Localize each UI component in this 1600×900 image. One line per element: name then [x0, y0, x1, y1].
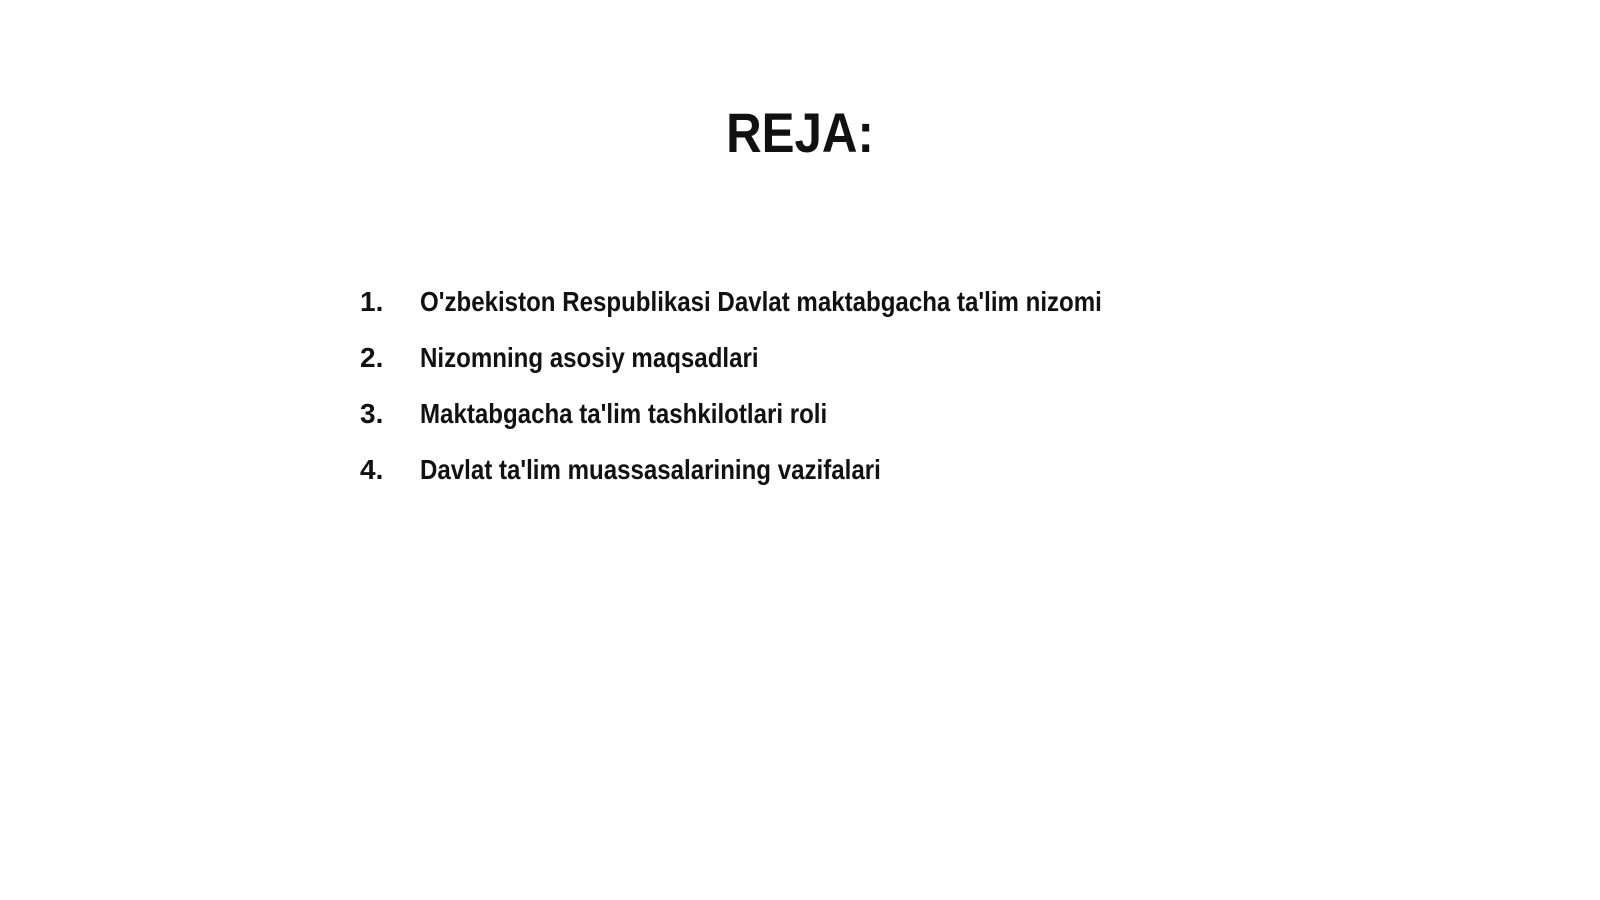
- list-item: [360, 398, 1213, 454]
- item-number: 2.: [360, 342, 384, 373]
- item-number: 1.: [360, 286, 384, 317]
- item-number: 3.: [360, 398, 384, 429]
- plan-list: [360, 286, 1213, 510]
- slide-title: REJA:: [726, 101, 874, 164]
- list-item: [360, 342, 1213, 398]
- item-text: Davlat ta'lim muassasalarining vazifalari: [420, 454, 881, 485]
- item-text: Maktabgacha ta'lim tashkilotlari roli: [420, 398, 828, 429]
- item-text: O'zbekiston Respublikasi Davlat maktabgacha ta'lim nizomi: [420, 286, 1102, 317]
- item-number: 4.: [360, 454, 384, 485]
- item-text: Nizomning asosiy maqsadlari: [420, 342, 759, 373]
- list-item: [360, 286, 1213, 342]
- list-item: [360, 454, 1213, 510]
